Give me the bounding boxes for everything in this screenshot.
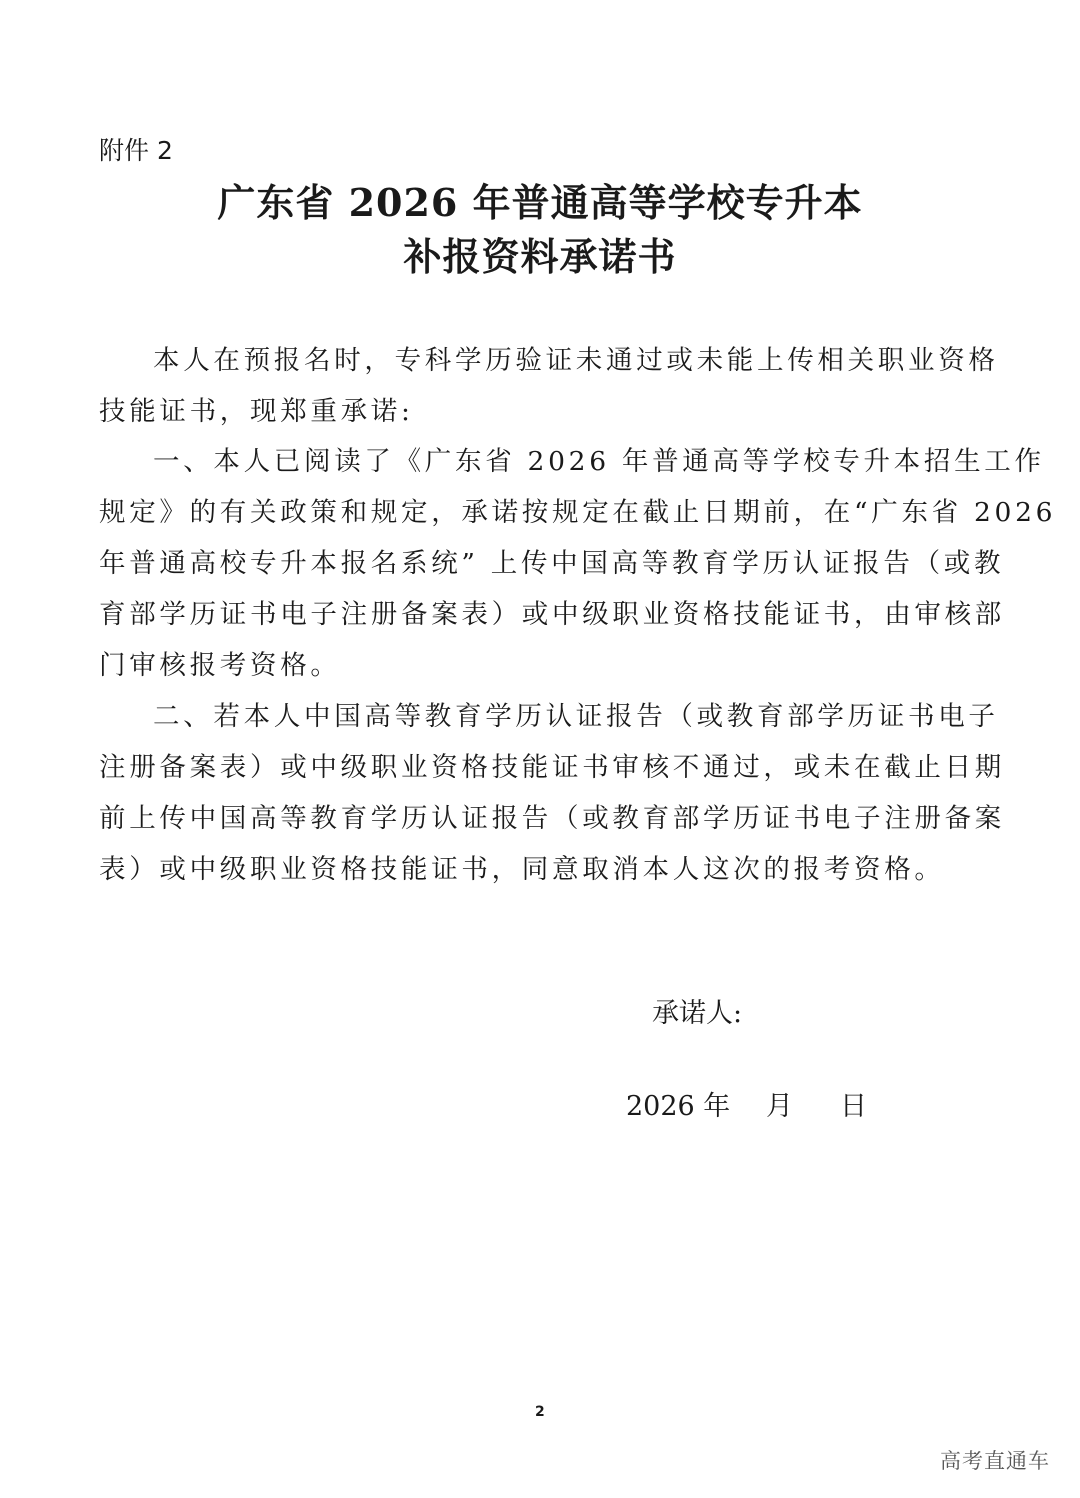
- text-line: 本人在预报名时，专科学历验证未通过或未能上传相关职业资格: [153, 345, 999, 376]
- text-line: 年普通高校专升本报名系统” 上传中国高等教育学历认证报告（或教: [99, 548, 1005, 579]
- promisor-label: 承诺人:: [652, 998, 743, 1029]
- date-month: 月: [766, 1091, 793, 1122]
- document-title-line2: 补报资料承诺书: [403, 234, 677, 279]
- attachment-label: 附件 2: [99, 136, 173, 165]
- date-year: 2026 年: [626, 1091, 731, 1122]
- watermark-text: 高考直通车: [940, 1449, 1050, 1473]
- text-line: 育部学历证书电子注册备案表）或中级职业资格技能证书，由审核部: [99, 599, 1005, 630]
- date-day: 日: [840, 1091, 867, 1122]
- text-line: 技能证书，现郑重承诺:: [99, 396, 414, 427]
- text-line: 门审核报考资格。: [99, 650, 341, 681]
- text-line: 表）或中级职业资格技能证书，同意取消本人这次的报考资格。: [99, 854, 945, 885]
- text-line: 二、若本人中国高等教育学历认证报告（或教育部学历证书电子: [153, 701, 999, 732]
- text-line: 规定》的有关政策和规定，承诺按规定在截止日期前，在“广东省 2026: [99, 497, 1057, 528]
- text-line: 一、本人已阅读了《广东省 2026 年普通高等学校专升本招生工作: [153, 446, 1045, 477]
- text-line: 前上传中国高等教育学历认证报告（或教育部学历证书电子注册备案: [99, 803, 1005, 834]
- page-number: 2: [535, 1404, 545, 1420]
- text-line: 注册备案表）或中级职业资格技能证书审核不通过，或未在截止日期: [99, 752, 1005, 783]
- document-title-line1: 广东省 2026 年普通高等学校专升本: [217, 180, 863, 225]
